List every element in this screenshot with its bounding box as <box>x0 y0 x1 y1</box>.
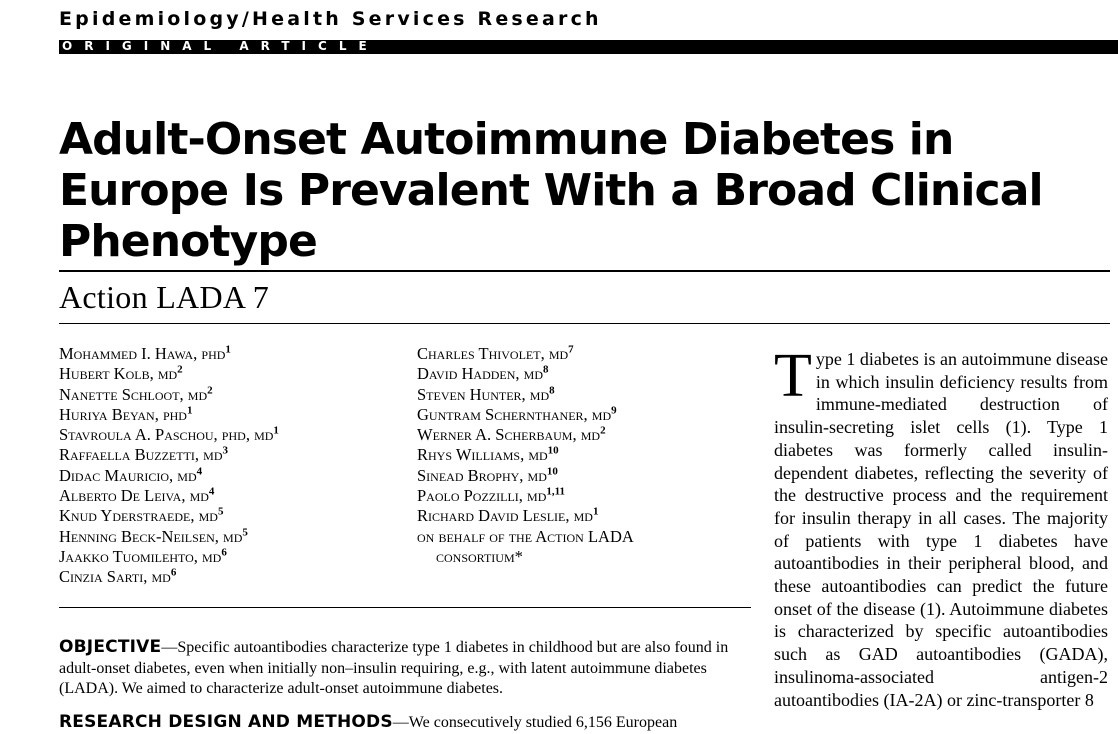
subtitle-rule <box>59 323 1110 324</box>
article-title: Adult-Onset Autoimmune Diabetes in Europe Is Prevalent With a Broad Clinical Phenotype <box>59 114 1043 267</box>
abstract-methods <box>59 712 752 734</box>
body-paragraph <box>774 342 1108 711</box>
author-item: Richard David Leslie, $md^1$ <box>417 505 599 526</box>
author-item: Guntram Schernthaner, $md^9$ <box>417 404 617 424</box>
author-item: Huriya Beyan, phd$^1$ <box>59 404 193 424</box>
body-text: ype 1 diabetes is an autoimmune disease in which insulin deficiency results from immune-mediated destruction of insulin-secreting islet cells (1). Type 1 diabetes was formerly called insulin-dependent diabetes, reflecting the severity of the destructive process and the requirement for insulin therapy in all cases. The majority of patients with type 1 diabetes have autoantibodies in their peripheral blood, and these autoantibodies can predict the future onset of the disease (1). Autoimmune diabetes is characterized by specific autoantibodies such as GAD autoantibodies (GADA), insulinoma-associated antigen-2 autoantibodies (IA-2A) or zinc-transporter 8 <box>774 349 1108 710</box>
author-list-left <box>59 343 279 587</box>
drop-cap: T <box>774 342 812 410</box>
author-item: Alberto De Leiva, $md^4$ <box>59 485 215 506</box>
objective-label: OBJECTIVE <box>59 637 162 657</box>
author-item: Paolo Pozzilli, md$^{1,11}$ <box>417 485 566 506</box>
section-heading: Epidemiology/Health Services Research <box>59 8 602 30</box>
abstract-objective <box>59 637 752 700</box>
methods-label: RESEARCH DESIGN AND METHODS <box>59 712 393 732</box>
author-item: Didac Mauricio, $md^4$ <box>59 465 203 485</box>
author-item: Raffaella Buzzetti, $md^3$ <box>59 444 228 465</box>
article-subtitle: Action LADA 7 <box>59 279 270 315</box>
abstract-rule <box>59 607 751 608</box>
author-list-right <box>417 343 634 566</box>
author-item: Steven Hunter, $md^8$ <box>417 384 555 404</box>
author-item: Nanette Schloot, $md^2$ <box>59 384 213 404</box>
objective-text: —Specific autoantibodies characterize type 1 diabetes in childhood but are also found in adult-onset diabetes, even when initially non–insulin requiring, e.g., with latent autoimmune diabetes (LADA). We aimed to characterize adult-onset autoimmune diabetes. <box>59 639 729 697</box>
author-item: Stavroula A. Paschou, phd, $md^1$ <box>59 424 279 445</box>
title-rule <box>59 270 1110 272</box>
author-item: Mohammed I. Hawa, phd$^1$ <box>59 343 231 363</box>
author-item: Charles Thivolet, $md^7$ <box>417 343 574 363</box>
author-item: Rhys Williams, $md^{10}$ <box>417 444 559 465</box>
article-type-banner <box>59 40 1118 54</box>
author-item: David Hadden, $md^8$ <box>417 363 549 384</box>
consortium-line: on behalf of the Action LADA <box>417 526 634 546</box>
methods-text: —We consecutively studied 6,156 European <box>392 714 678 731</box>
author-item: Hubert Kolb, $md^2$ <box>59 363 183 384</box>
author-item: Werner A. Scherbaum, $md^2$ <box>417 424 606 445</box>
author-item: Jaakko Tuomilehto, $md^6$ <box>59 546 227 566</box>
article-type-label: ORIGINAL ARTICLE <box>62 39 379 53</box>
author-item: Cinzia Sarti, $md^6$ <box>59 566 177 587</box>
author-item: Henning Beck-Neilsen, $md^5$ <box>59 526 248 546</box>
consortium-line: consortium* <box>436 546 523 566</box>
author-item: Sinead Brophy, $md^{10}$ <box>417 465 558 485</box>
author-item: Knud Yderstraede, $md^5$ <box>59 505 224 526</box>
